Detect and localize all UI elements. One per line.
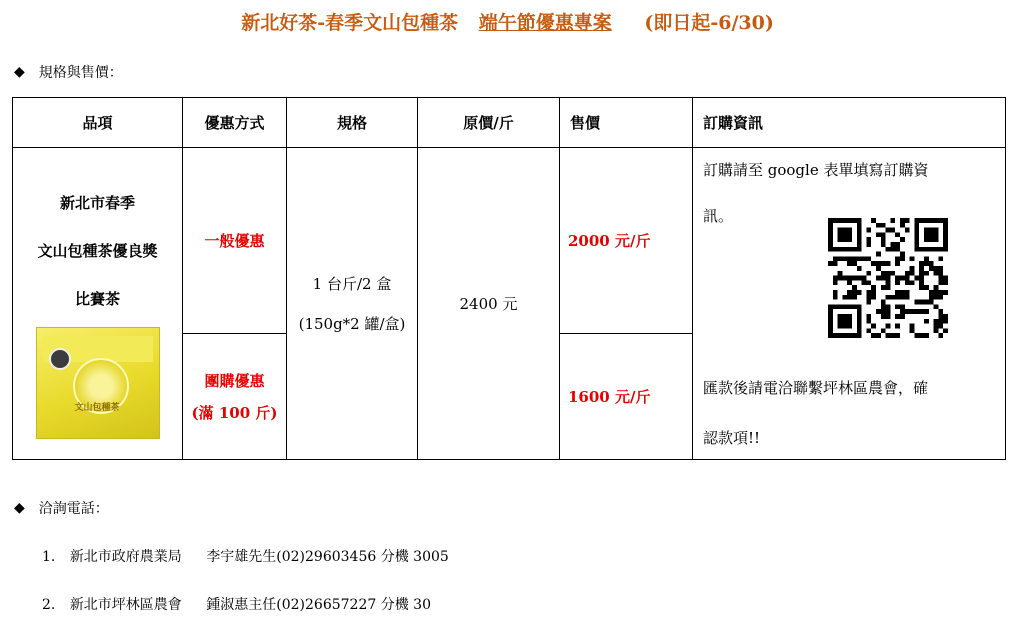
tea-box-label: 文山包種茶: [74, 402, 120, 413]
contact-item: [42, 594, 431, 614]
product-name-line1: 新北市春季: [59, 193, 135, 212]
header-order-info: 訂購資訊: [693, 98, 1006, 148]
offer-group-note: (滿 100 斤): [191, 403, 278, 422]
header-sale-price: 售價: [560, 98, 693, 148]
award-badge-icon: [49, 348, 71, 370]
header-offer: 優惠方式: [183, 98, 287, 148]
diamond-bullet-icon: ◆: [14, 64, 25, 80]
header-original-price: 原價/斤: [418, 98, 560, 148]
price-general: 2000 元/斤: [560, 148, 693, 334]
original-price: 2400 元: [418, 148, 560, 460]
order-line4: 認款項!!: [703, 429, 761, 447]
section-spec-label: 規格與售價：: [38, 65, 123, 81]
page-title: [0, 8, 1015, 35]
header-spec: 規格: [287, 98, 418, 148]
contact-person: 李宇雄先生(02)29603456 分機 3005: [206, 549, 449, 565]
product-name-line3: 比賽茶: [74, 289, 120, 308]
price-group: 1600 元/斤: [560, 334, 693, 460]
contact-number: 2.: [42, 597, 56, 613]
contact-item: [42, 546, 449, 566]
offer-general: 一般優惠: [183, 148, 287, 334]
contact-person: 鍾淑惠主任(02)26657227 分機 30: [206, 597, 431, 613]
contact-org: 新北市政府農業局: [69, 549, 182, 565]
contact-number: 1.: [42, 549, 56, 565]
tea-box-image: [36, 327, 160, 439]
title-main: 新北好茶-春季文山包種茶: [241, 12, 459, 34]
order-line3: 匯款後請電洽聯繫坪林區農會，確: [703, 379, 929, 397]
section-spec-heading: [14, 62, 123, 82]
spec-line1: 1 台斤/2 盒: [312, 274, 392, 293]
diamond-bullet-icon: ◆: [14, 500, 25, 516]
order-line1: 訂購請至 google 表單填寫訂購資: [703, 161, 929, 179]
offer-group: 團購優惠: [204, 371, 265, 390]
contact-org: 新北市坪林區農會: [69, 597, 182, 613]
title-period: (即日起-6/30): [644, 12, 774, 34]
price-table: [12, 97, 1006, 460]
order-info-cell: [693, 148, 1006, 460]
header-item: 品項: [13, 98, 183, 148]
offer-group-cell: [183, 334, 287, 460]
order-line2: 訊。: [703, 207, 734, 225]
spec-cell: [287, 148, 418, 460]
spec-line2: (150g*2 罐/盒): [298, 314, 406, 333]
google-form-qr-code[interactable]: [828, 218, 948, 338]
table-header-row: [13, 98, 1006, 148]
section-contact-heading: [14, 498, 109, 518]
product-cell: [13, 148, 183, 460]
table-row-general: [13, 148, 1006, 334]
title-promo: 端午節優惠專案: [478, 12, 612, 34]
section-contact-label: 洽詢電話：: [38, 501, 109, 517]
product-name-line2: 文山包種茶優良獎: [37, 241, 158, 260]
